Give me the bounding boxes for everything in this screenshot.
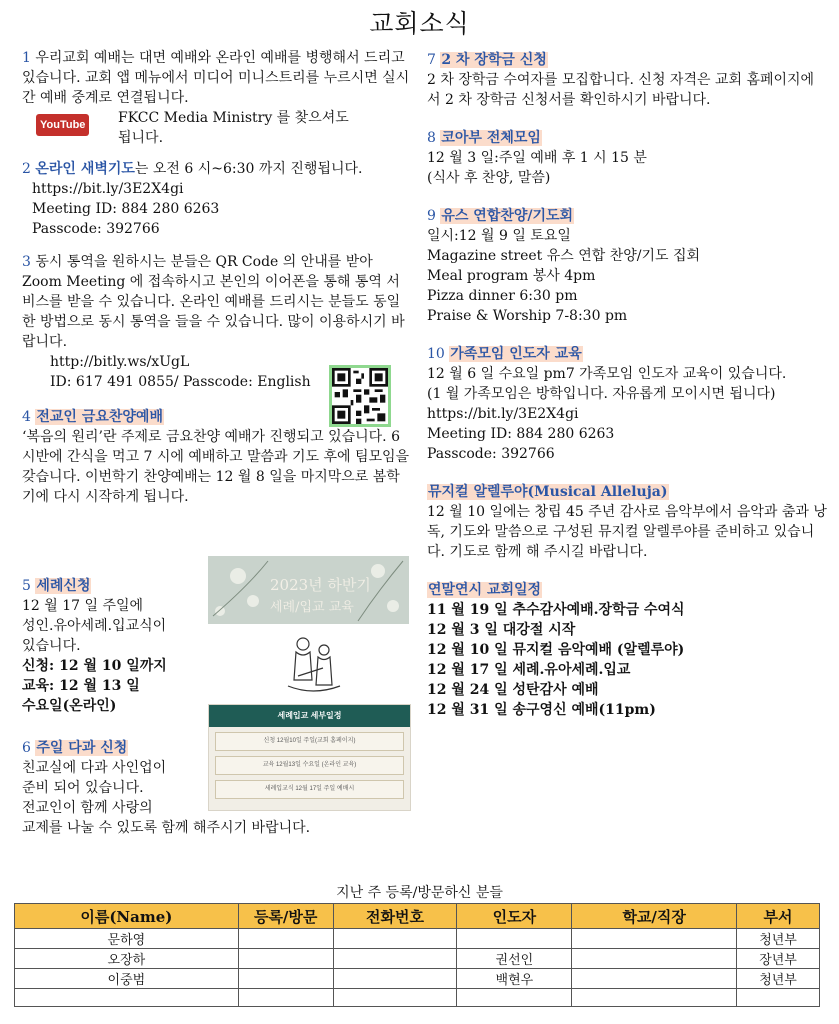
notice-line: 교제를 나눌 수 있도록 함께 해주시기 바랍니다.	[22, 820, 311, 836]
left-column	[22, 48, 410, 507]
table-cell	[238, 969, 333, 989]
table-cell	[15, 989, 239, 1007]
banner-title: 2023년 하반기	[270, 576, 371, 594]
notice-heading: 연말연시 교회일정	[428, 582, 542, 598]
notice-line: 준비 되어 있습니다.	[22, 780, 144, 796]
notice-line: Meal program 봉사 4pm	[427, 268, 596, 284]
calendar-item: 12 월 3 일 대강절 시작	[427, 622, 576, 638]
table-cell	[737, 989, 820, 1007]
table-cell: 장년부	[737, 949, 820, 969]
notice-line-bold: 교육: 12 월 13 일	[22, 678, 140, 694]
table-row	[15, 929, 820, 949]
calendar-item: 12 월 10 일 뮤지컬 음악예배 (알렐루야)	[427, 642, 685, 658]
meeting-passcode: Passcode: 392766	[32, 221, 160, 237]
notice-text: 동시 통역을 원하시는 분들은 QR Code 의 안내를 받아 Zoom Meeting 에 접속하시고 본인의 이어폰을 통해 통역 서비스를 받을 수 있습니다. 온라인 예배를 드리시는 분들도 동일한 방법으로 동시 통역을 들을 수 있습니다. 많이 이용하시기 바랍니다.	[22, 254, 405, 350]
notice-line-bold: 신청: 12 월 10 일까지	[22, 658, 167, 674]
notice-line: Pizza dinner 6:30 pm	[427, 288, 578, 304]
notice-text: 우리교회 예배는 대면 예배와 온라인 예배를 병행해서 드리고 있습니다. 교회 앱 메뉴에서 미디어 미니스트리를 누르시면 실시간 예배 중계로 연결됩니다.	[22, 50, 410, 106]
notice-7	[427, 50, 827, 110]
table-cell	[572, 969, 737, 989]
table-cell	[457, 989, 572, 1007]
baptism-illustration-icon	[278, 630, 348, 700]
notice-line: Magazine street 유스 연합 찬양/기도 집회	[427, 248, 701, 264]
banner-subtitle: 세례/입교 교육	[270, 600, 354, 615]
notice-5	[22, 576, 207, 716]
table-row	[15, 969, 820, 989]
notice-line-bold: 수요일(온라인)	[22, 698, 117, 714]
table-cell	[333, 989, 457, 1007]
zoom-link[interactable]: http://bitly.ws/xUgL	[50, 354, 190, 370]
notice-line: Praise & Worship 7-8:30 pm	[427, 308, 628, 324]
table-cell	[238, 949, 333, 969]
notice-line: 12 월 17 일 주일에	[22, 598, 144, 614]
schedule-title: 세례입교 세부일정	[209, 705, 410, 727]
table-cell: 오장하	[15, 949, 239, 969]
notice-line: (1 월 가족모임은 방학입니다. 자유롭게 모이시면 됩니다)	[427, 386, 776, 402]
notice-heading: 온라인 새벽기도	[35, 161, 135, 177]
notice-line: 전교인이 함께 사랑의	[22, 800, 153, 816]
notice-line: 12 월 3 일:주일 예배 후 1 시 15 분	[427, 150, 647, 166]
column-header: 등록/방문	[238, 904, 333, 929]
meeting-link[interactable]: https://bit.ly/3E2X4gi	[427, 406, 579, 422]
notice-number: 3	[22, 254, 31, 270]
notice-number: 9	[427, 208, 436, 224]
notice-text: 는 오전 6 시~6:30 까지 진행됩니다.	[134, 161, 363, 177]
notice-heading: 뮤지컬 알렐루야(Musical Alleluja)	[428, 484, 668, 500]
table-cell	[333, 969, 457, 989]
notice-line: 일시:12 월 9 일 토요일	[427, 228, 571, 244]
table-cell: 권선인	[457, 949, 572, 969]
page-title: 교회소식	[369, 9, 470, 38]
table-cell	[572, 989, 737, 1007]
table-cell: 문하영	[15, 929, 239, 949]
schedule-row: 세례입교식 12월 17일 주일 예배시	[215, 780, 404, 799]
youtube-logo[interactable]: YouTube	[36, 114, 89, 136]
notice-10	[427, 344, 827, 464]
meeting-id: Meeting ID: 884 280 6263	[427, 426, 615, 442]
baptism-banner-image	[208, 556, 409, 624]
table-cell	[238, 989, 333, 1007]
notice-number: 5	[22, 578, 31, 594]
column-header: 전화번호	[333, 904, 457, 929]
table-cell: 이중범	[15, 969, 239, 989]
notice-heading: 2 차 장학금 신청	[441, 52, 547, 68]
table-cell	[572, 949, 737, 969]
notice-line: 12 월 6 일 수요일 pm7 가족모임 인도자 교육이 있습니다.	[427, 366, 787, 382]
schedule-row: 신청 12월10일 주일(교회 홈페이지)	[215, 732, 404, 751]
table-header-row	[15, 904, 820, 929]
table-row	[15, 949, 820, 969]
notice-line: 친교실에 다과 사인업이	[22, 760, 167, 776]
calendar-item: 12 월 31 일 송구영신 예배(11pm)	[427, 702, 656, 718]
notice-8	[427, 128, 827, 188]
table-cell: 청년부	[737, 969, 820, 989]
notice-number: 2	[22, 161, 31, 177]
notice-1	[22, 48, 410, 148]
calendar-item: 12 월 17 일 세례.유아세례.입교	[427, 662, 631, 678]
table-row	[15, 989, 820, 1007]
youtube-text: FKCC Media Ministry 를 찾으셔도	[118, 110, 349, 126]
qr-code-icon[interactable]	[329, 365, 391, 427]
notice-line: 성인.유아세례.입교식이	[22, 618, 167, 634]
column-header: 학교/직장	[572, 904, 737, 929]
youtube-text: 됩니다.	[118, 130, 164, 146]
notice-number: 6	[22, 740, 31, 756]
notice-heading: 코아부 전체모임	[441, 130, 541, 146]
column-header: 인도자	[457, 904, 572, 929]
notice-heading: 세례신청	[36, 578, 91, 594]
notice-heading: 전교인 금요찬양예배	[36, 409, 163, 425]
column-header: 부서	[737, 904, 820, 929]
notice-text: 12 월 10 일에는 창립 45 주년 감사로 음악부에서 음악과 춤과 낭독, 기도와 말씀으로 구성된 뮤지컬 알렐루야를 준비하고 있습니다. 기도로 함께 해 주시길 바랍니다.	[427, 504, 827, 560]
table-cell	[457, 929, 572, 949]
table-cell: 청년부	[737, 929, 820, 949]
meeting-passcode: Passcode: 392766	[427, 446, 555, 462]
notice-number: 8	[427, 130, 436, 146]
table-cell: 백현우	[457, 969, 572, 989]
notice-12	[427, 580, 827, 720]
zoom-id: ID: 617 491 0855/ Passcode: English	[50, 374, 311, 390]
notice-line: (식사 후 찬양, 말씀)	[427, 170, 551, 186]
calendar-item: 12 월 24 일 성탄감사 예배	[427, 682, 599, 698]
schedule-row: 교육 12월13일 수요일 (온라인 교육)	[215, 756, 404, 775]
notice-2	[22, 159, 410, 239]
registry-table	[14, 903, 820, 1007]
meeting-link[interactable]: https://bit.ly/3E2X4gi	[32, 181, 184, 197]
notice-text: 2 차 장학금 수여자를 모집합니다. 신청 자격은 교회 홈페이지에서 2 차 장학금 신청서를 확인하시기 바랍니다.	[427, 72, 815, 108]
table-cell	[238, 929, 333, 949]
table-cell	[333, 929, 457, 949]
notice-number: 10	[427, 346, 445, 362]
notice-number: 1	[22, 50, 31, 66]
calendar-item: 11 월 19 일 추수감사예배.장학금 수여식	[427, 602, 685, 618]
registry-caption: 지난 주 등록/방문하신 분들	[336, 885, 503, 901]
column-header: 이름(Name)	[15, 904, 239, 929]
notice-number: 4	[22, 409, 31, 425]
notice-text: ‘복음의 원리’란 주제로 금요찬양 예배가 진행되고 있습니다. 6 시반에 간식을 먹고 7 시에 예배하고 말씀과 기도 후에 팀모임을 갖습니다. 이번학기 찬양예배는 12 월 8 일을 마지막으로 봄학기에 다시 시작하게 됩니다.	[22, 429, 410, 505]
notice-heading: 주일 다과 신청	[36, 740, 128, 756]
table-cell	[572, 929, 737, 949]
notice-line: 있습니다.	[22, 638, 81, 654]
right-column	[427, 50, 827, 720]
notice-heading: 가족모임 인도자 교육	[450, 346, 582, 362]
notice-9	[427, 206, 827, 326]
notice-heading: 유스 연합찬양/기도회	[441, 208, 574, 224]
meeting-id: Meeting ID: 884 280 6263	[32, 201, 220, 217]
notice-number: 7	[427, 52, 436, 68]
table-cell	[333, 949, 457, 969]
notice-11	[427, 482, 827, 562]
baptism-schedule-card	[208, 704, 411, 811]
